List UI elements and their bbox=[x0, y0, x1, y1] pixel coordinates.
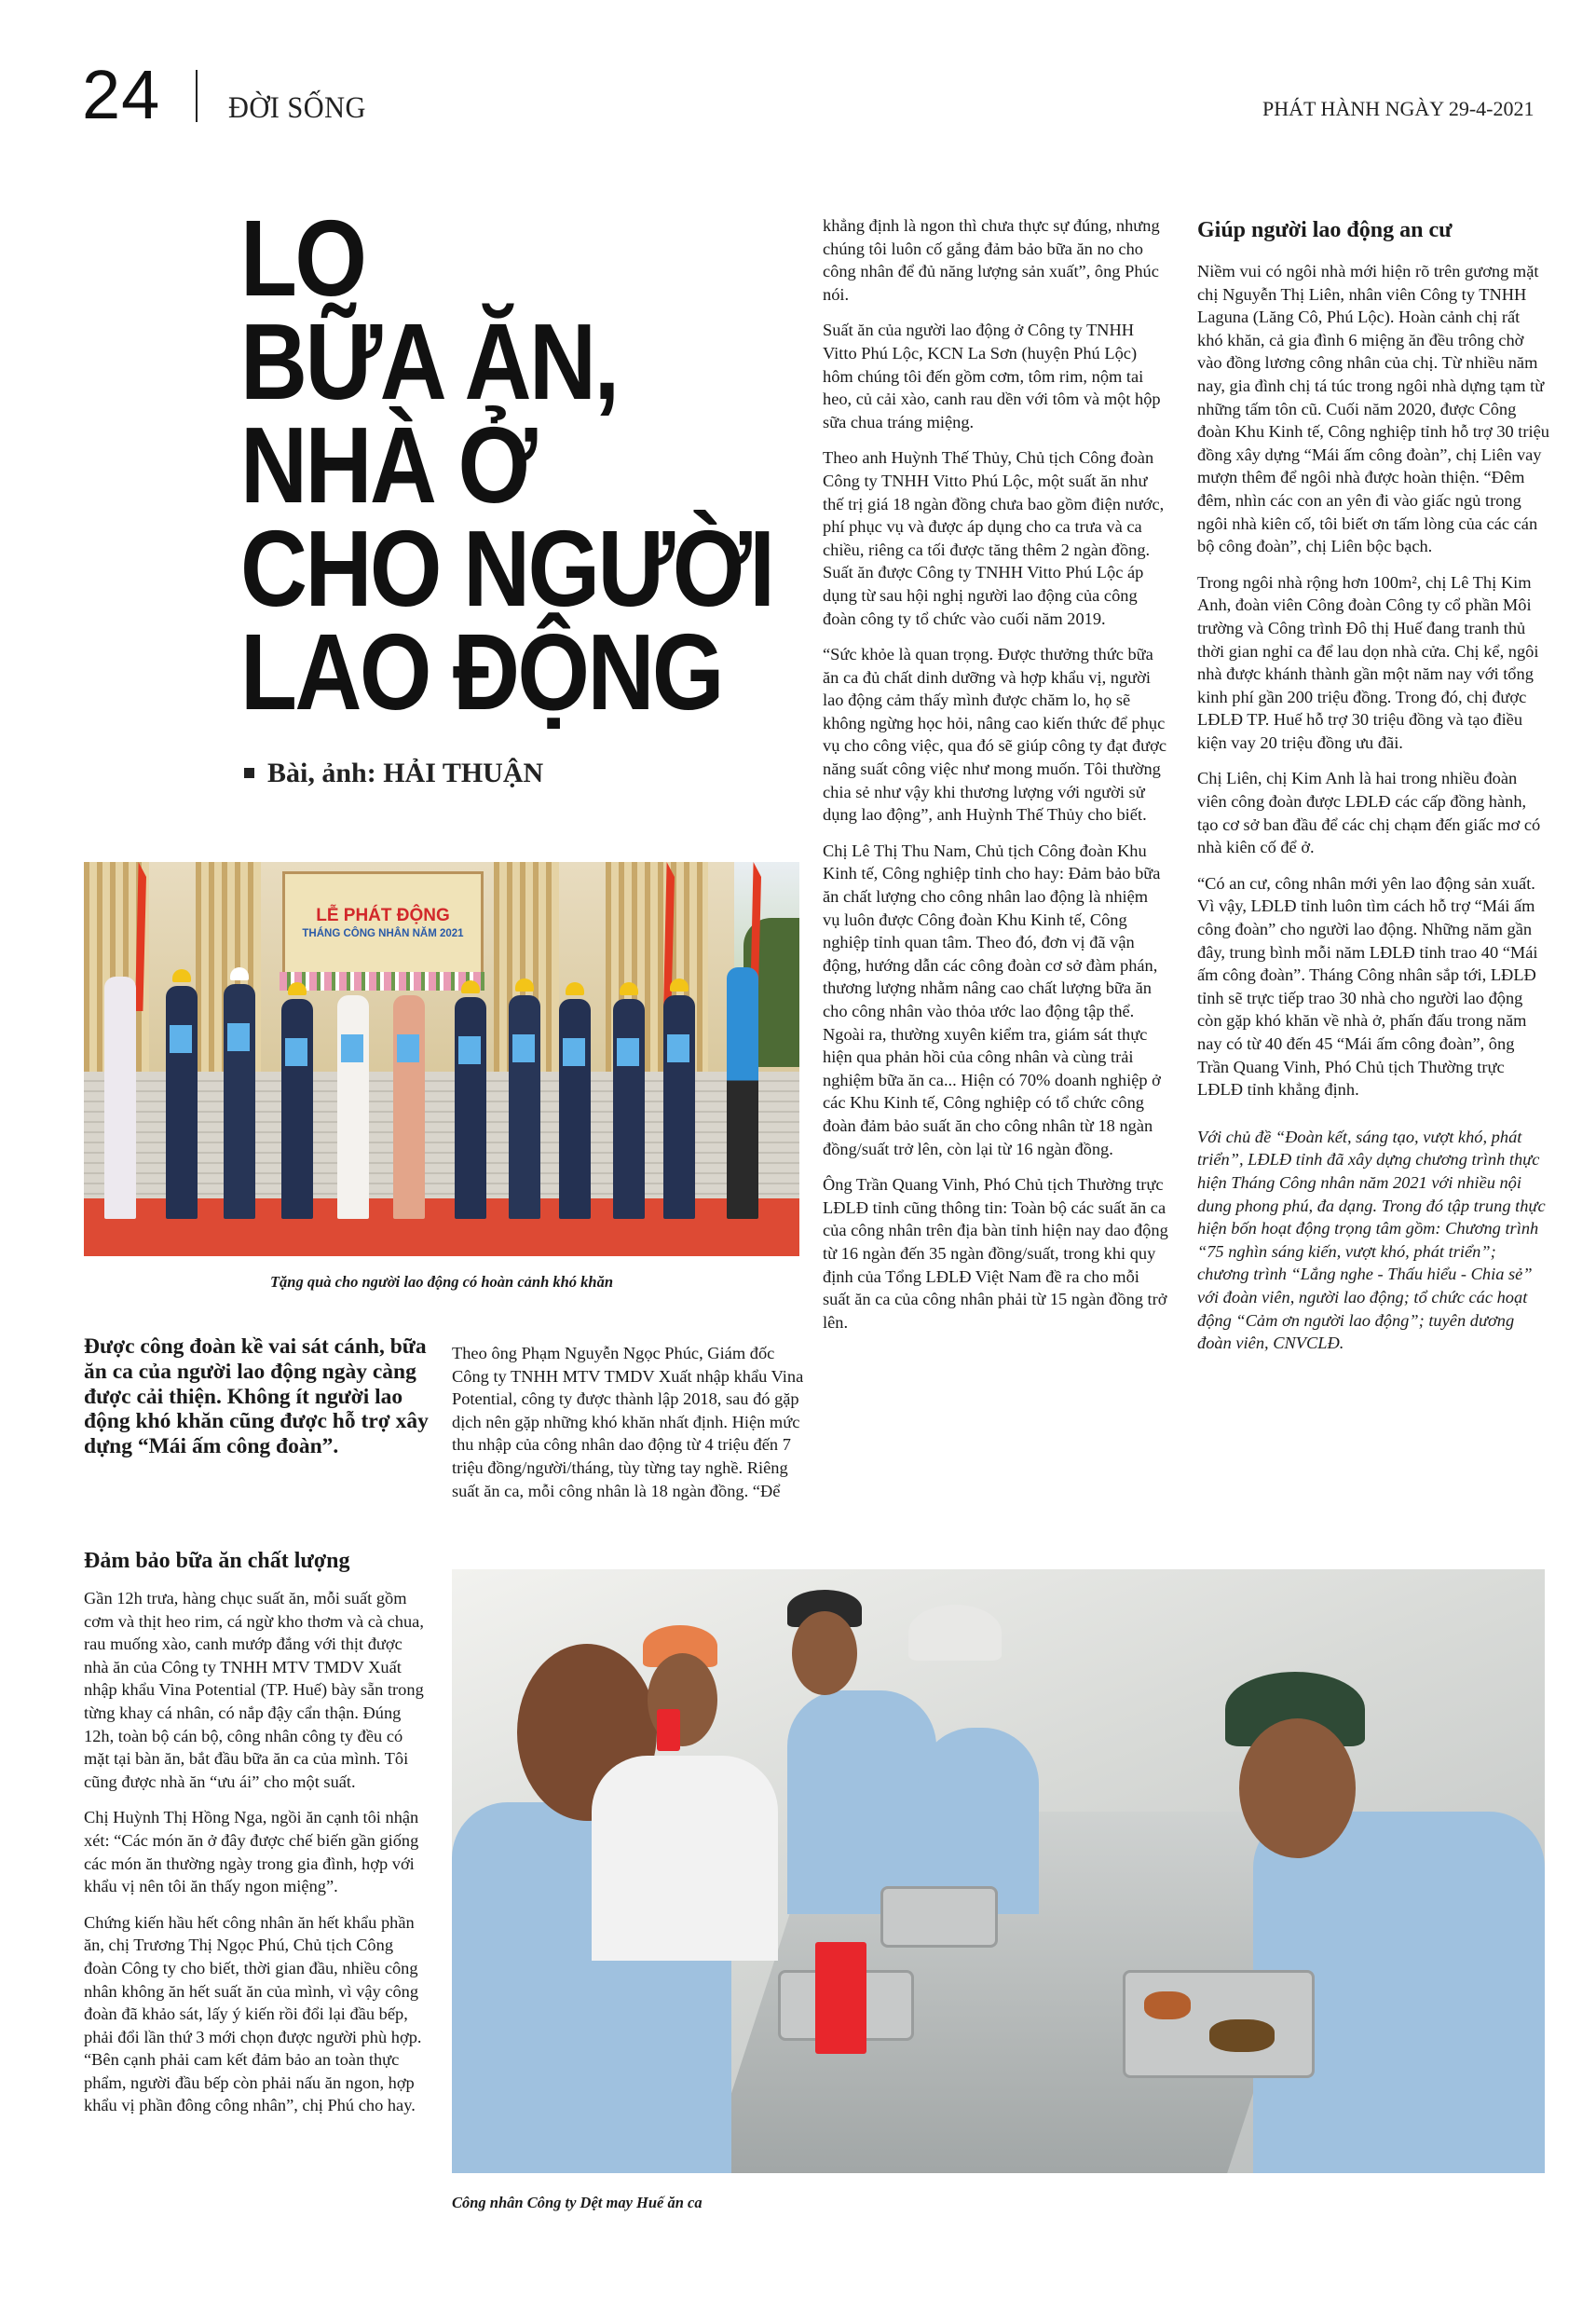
paragraph: Chứng kiến hầu hết công nhân ăn hết khẩu phần ăn, chị Trương Thị Ngọc Phú, Chủ tịch Công đoàn Công ty cho biết, thời gian đầu, nhiều công nhân không ăn hết suất ăn của mình, vì vậy công đoàn đã khảo sát, lấy ý kiến rồi đổi lại đầu bếp, phải đổi lần thứ 3 mới chọn được người phù hợp. “Bên cạnh phải cam kết đảm bảo an toàn thực phẩm, người đầu bếp còn phải nấu ăn ngon, hợp khẩu vị phần đông công nhân”, chị Phú cho hay. bbox=[84, 1912, 422, 2115]
banner-subtitle: THÁNG CÔNG NHÂN NĂM 2021 bbox=[302, 928, 464, 939]
worker bbox=[455, 997, 486, 1219]
paragraph: Ông Trần Quang Vinh, Phó Chủ tịch Thường trực LĐLĐ tỉnh cũng thông tin: Toàn bộ các suất ăn ca của công nhân trên địa bàn tỉnh hiện nay dao động từ 16 ngàn đến 35 ngàn đồng/suất, trong khi quy định của Tổng LĐLĐ Việt Nam đề ra cho mỗi suất ăn ca của công nhân phải từ 15 ngàn đồng trở lên. bbox=[823, 1175, 1168, 1332]
title-line: LAO ĐỘNG bbox=[240, 611, 722, 732]
paragraph: Theo ông Phạm Nguyễn Ngọc Phúc, Giám đốc Công ty TNHH MTV TMDV Xuất nhập khẩu Vina Potential, công ty được thành lập 2018, sau đó gặp dịch nên gặp những khó khăn nhất định. Hiện mức thu nhập của công nhân dao động từ 4 triệu đến 7 triệu đồng/người/tháng, tùy từng tay nghề. Riêng suất ăn ca, mỗi công nhân là 18 ngàn đồng. “Để bbox=[452, 1344, 804, 1500]
sidebar-note: Với chủ đề “Đoàn kết, sáng tạo, vượt khó, phát triển”, LĐLĐ tỉnh đã xây dựng chương trình thực hiện Tháng Công nhân năm 2021 với nhiều nội dung phong phú, đa dạng. Trong đó tập trung thực hiện bốn hoạt động trọng tâm gồm: Chương trình “75 nghìn sáng kiến, vượt khó, phát triển”; chương trình “Lắng nghe - Thấu hiểu - Chia sẻ” với đoàn viên, người lao động; tổ chức các hoạt động “Cảm ơn người lao động”; tuyên dương đoàn viên, CNVCLĐ. bbox=[1197, 1127, 1546, 1353]
title-line: NHÀ Ở bbox=[240, 404, 536, 526]
article-lead: Được công đoàn kề vai sát cánh, bữa ăn ca của người lao động ngày càng được cải thiện. Không ít người lao động khó khăn cũng được hỗ trợ xây dựng “Mái ấm công đoàn”. bbox=[84, 1334, 429, 1459]
event-banner bbox=[282, 871, 484, 979]
photo2-caption: Công nhân Công ty Dệt may Huế ăn ca bbox=[452, 2194, 703, 2211]
cap bbox=[908, 1605, 1002, 1661]
issue-date: PHÁT HÀNH NGÀY 29-4-2021 bbox=[1262, 97, 1535, 120]
column-3 bbox=[823, 214, 1169, 1347]
column-1 bbox=[84, 1587, 430, 2130]
worker bbox=[559, 999, 591, 1219]
official bbox=[727, 967, 758, 1219]
worker bbox=[613, 999, 645, 1219]
header-divider bbox=[196, 70, 198, 122]
byline-text: Bài, ảnh: HẢI THUẬN bbox=[267, 758, 544, 788]
section-heading-meals: Đảm bảo bữa ăn chất lượng bbox=[84, 1549, 350, 1573]
chopstick-holder bbox=[657, 1709, 680, 1751]
food-tray bbox=[1123, 1970, 1315, 2078]
food-tray bbox=[880, 1886, 998, 1948]
worker-head bbox=[792, 1611, 857, 1695]
paragraph: Niềm vui có ngôi nhà mới hiện rõ trên gương mặt chị Nguyễn Thị Liên, nhân viên Công ty TNHH Laguna (Lăng Cô, Phú Lộc). Hoàn cảnh chị rất khó khăn, cả gia đình 6 miệng ăn đều trông chờ vào đồng lương công nhân của chị. Từ nhiều năm nay, gia đình chị tá túc trong ngôi nhà dựng tạm từ những tấm tôn cũ. Cuối năm 2020, được Công đoàn Khu Kinh tế, Công nghiệp tỉnh hỗ trợ 30 triệu đồng xây dựng “Mái ấm công đoàn”, chị Liên vay mượn thêm để ngôi nhà được hoàn thiện. “Đêm đêm, nhìn các con an yên đi vào giấc ngủ trong ngôi nhà kiên cố, tôi biết ơn tấm lòng của các cán bộ công đoàn”, chị Liên bộc bạch. bbox=[1197, 262, 1550, 556]
paragraph: Theo anh Huỳnh Thế Thủy, Chủ tịch Công đoàn Công ty TNHH Vitto Phú Lộc, một suất ăn như thế trị giá 18 ngàn đồng chưa bao gồm điện nước, phí phục vụ và được áp dụng cho ca trưa và ca chiều, riêng ca tối được tăng thêm 2 ngàn đồng. Suất ăn được Công ty TNHH Vitto Phú Lộc áp dụng từ sau hội nghị người lao động của công đoàn công ty tổ chức vào cuối năm 2019. bbox=[823, 448, 1165, 628]
photo-canteen-meal bbox=[452, 1569, 1545, 2173]
article-title bbox=[240, 198, 773, 732]
paragraph: Trong ngôi nhà rộng hơn 100m², chị Lê Thị Kim Anh, đoàn viên Công đoàn Công ty cổ phần Môi trường và Công trình Đô thị Huế đang tranh thủ thời gian nghỉ ca để lau dọn nhà cửa. Chị kể, ngôi nhà được khánh thành gần một năm nay với tổng kinh phí gần 200 triệu đồng. Trong đó, chị được LĐLĐ TP. Huế hỗ trợ 30 triệu đồng và tạo điều kiện vay 20 triệu đồng ưu đãi. bbox=[1197, 572, 1539, 752]
worker bbox=[592, 1756, 778, 1961]
byline bbox=[244, 758, 543, 789]
photo-gift-ceremony bbox=[84, 862, 799, 1256]
worker bbox=[281, 999, 313, 1219]
person bbox=[393, 995, 425, 1219]
section-name: ĐỜI SỐNG bbox=[228, 91, 366, 125]
banner-title: LỄ PHÁT ĐỘNG bbox=[316, 906, 450, 925]
paragraph: Chị Huỳnh Thị Hồng Nga, ngồi ăn cạnh tôi nhận xét: “Các món ăn ở đây được chế biến gần giống các món ăn thường ngày trong gia đình, hợp với khẩu vị nên tôi ăn thấy ngon miệng”. bbox=[84, 1808, 419, 1896]
paragraph: “Có an cư, công nhân mới yên lao động sản xuất. Vì vậy, LĐLĐ tỉnh luôn tìm cách hỗ trợ “Mái ấm công đoàn” cho người lao động. Những năm gần đây, trung bình mỗi năm LĐLĐ tỉnh trao 40 “Mái ấm công đoàn”. Tháng Công nhân sắp tới, LĐLĐ tỉnh sẽ trực tiếp trao 30 nhà cho người lao động còn gặp khó khăn về nhà ở, phấn đấu trong năm nay có từ 40 đến 45 “Mái ấm công đoàn”, ông Trần Quang Vinh, Phó Chủ tịch Thường trực LĐLĐ tỉnh khẳng định. bbox=[1197, 873, 1538, 1100]
worker-head bbox=[1239, 1718, 1356, 1858]
person bbox=[337, 995, 369, 1219]
paragraph: Suất ăn của người lao động ở Công ty TNHH Vitto Phú Lộc, KCN La Sơn (huyện Phú Lộc) hôm chúng tôi đến gồm cơm, tôm rim, nộm tai heo, củ cải xào, canh rau dền với tôm và một hộp sữa chua tráng miệng. bbox=[823, 321, 1161, 431]
worker bbox=[224, 984, 255, 1219]
person bbox=[104, 977, 136, 1219]
paragraph: Gần 12h trưa, hàng chục suất ăn, mỗi suất gồm cơm và thịt heo rim, cá ngừ kho thơm và cà chua, rau muống xào, canh mướp đắng với thịt được nhà ăn của Công ty TNHH MTV TMDV Xuất nhập khẩu Vina Potential (TP. Huế) bày sẵn trong từng khay cá nhân, có nắp đậy cẩn thận. Đúng 12h, toàn bộ cán bộ, công nhân công ty đều có mặt tại bàn ăn, bắt đầu bữa ăn ca của mình. Tôi cũng được nhà ăn “ưu ái” cho một suất. bbox=[84, 1589, 424, 1791]
worker bbox=[787, 1690, 936, 1914]
photo1-caption: Tặng quà cho người lao động có hoàn cảnh khó khăn bbox=[269, 1273, 614, 1291]
column-4 bbox=[1197, 260, 1549, 1368]
bullet-square-icon bbox=[244, 768, 254, 778]
title-line: BỮA ĂN, bbox=[240, 301, 618, 422]
section-heading-housing: Giúp người lao động an cư bbox=[1197, 218, 1453, 242]
title-line: LO bbox=[240, 198, 365, 319]
paragraph: Chị Liên, chị Kim Anh là hai trong nhiều đoàn viên công đoàn được LĐLĐ các cấp đồng hành, tạo cơ sở ban đầu để các chị chạm đến giấc mơ có nhà kiên cố để ở. bbox=[1197, 769, 1541, 857]
worker bbox=[166, 986, 198, 1219]
flower-decoration bbox=[280, 972, 484, 991]
worker bbox=[663, 995, 695, 1219]
column-2 bbox=[452, 1342, 806, 1515]
paragraph: khẳng định là ngon thì chưa thực sự đúng, nhưng chúng tôi luôn cố gắng đảm bảo bữa ăn no cho công nhân để đủ năng lượng sản xuất”, ông Phúc nói. bbox=[823, 216, 1160, 304]
paragraph: Chị Lê Thị Thu Nam, Chủ tịch Công đoàn Khu Kinh tế, Công nghiệp tỉnh cho hay: Đảm bảo bữa ăn chất lượng cho công nhân lao động là nhiệm vụ luôn được Công đoàn Khu Kinh tế, Công nghiệp tỉnh quan tâm. Theo đó, đơn vị đã vận động, hướng dẫn các công đoàn cơ sở đàm phán, thương lượng nhằm nâng cao chất lượng bữa ăn cho công nhân vào thỏa ước lao động tập thể. Ngoài ra, thường xuyên kiểm tra, giám sát thực hiện qua phản hồi của công nhân và cùng trải nghiệm bữa ăn ca... Hiện có 70% doanh nghiệp ở các Khu Kinh tế, Công nghiệp có tổ chức công đoàn đảm bảo suất ăn cho công nhân từ 18 ngàn đồng/suất trở lên, còn lại từ 16 ngàn đồng. bbox=[823, 841, 1161, 1158]
paragraph: “Sức khỏe là quan trọng. Được thưởng thức bữa ăn ca đủ chất dinh dưỡng và hợp khẩu vị, người lao động cảm thấy mình được chăm lo, họ sẽ không ngừng học hỏi, nâng cao kiến thức để phục vụ cho công việc, qua đó sẽ giúp công ty đạt được năng suất công việc như mong muốn. Tôi thường chia sẻ như vậy khi thương lượng với người sử dụng lao động”, anh Huỳnh Thế Thủy cho biết. bbox=[823, 645, 1167, 825]
page-number: 24 bbox=[82, 56, 161, 133]
worker bbox=[509, 995, 540, 1219]
chopstick-holder bbox=[815, 1942, 866, 2054]
title-line: CHO NGƯỜI bbox=[240, 508, 773, 629]
